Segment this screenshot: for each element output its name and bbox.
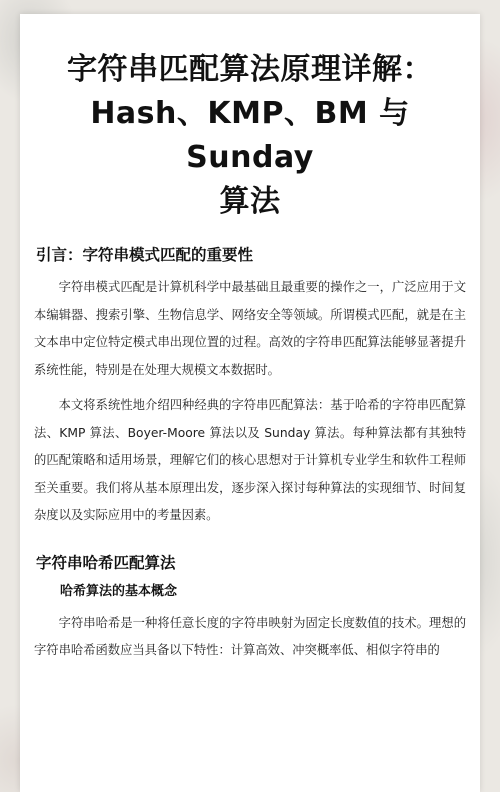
title-line-1: 字符串匹配算法原理详解：	[67, 52, 433, 87]
title-line-3: 算法	[219, 184, 281, 219]
section-heading-hash-matching: 字符串哈希匹配算法	[36, 553, 176, 572]
intro-paragraph-1: 字符串模式匹配是计算机科学中最基础且最重要的操作之一，广泛应用于文本编辑器、搜索引擎、生物信息学、网络安全等领域。所谓模式匹配，就是在主文本串中定位特定模式串出现位置的过程。高效的字符串匹配算法能够显著提升系统性能，特别是在处理大规模文本数据时。	[34, 280, 466, 377]
subsection-heading-hash-concept: 哈希算法的基本概念	[60, 583, 178, 599]
section-heading-introduction: 引言：字符串模式匹配的重要性	[36, 246, 254, 264]
intro-paragraph-2: 本文将系统性地介绍四种经典的字符串匹配算法：基于哈希的字符串匹配算法、KMP 算法、Boyer-Moore 算法以及 Sunday 算法。每种算法都有其独特的匹配策略和适用场景，理解它们的核心思想对于计算机专业学生和软件工程师至关重要。我们将从基本原理出发，逐步深入探讨每种算法的实现细节、时间复杂度以及实际应用中的考量因素。	[34, 398, 466, 522]
title-line-2: Hash、KMP、BM 与 Sunday	[90, 96, 410, 175]
hash-paragraph-1: 字符串哈希是一种将任意长度的字符串映射为固定长度数值的技术。理想的字符串哈希函数应当具备以下特性：计算高效、冲突概率低、相似字符串的	[34, 615, 466, 657]
document-title	[38, 48, 462, 224]
document-page	[20, 14, 480, 792]
